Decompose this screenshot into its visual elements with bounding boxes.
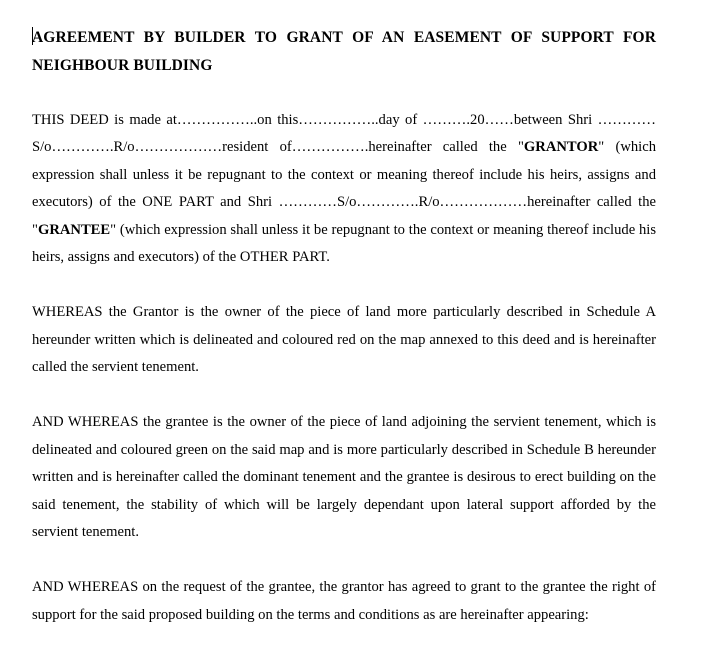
whereas-paragraph-1: WHEREAS the Grantor is the owner of the piece of land more particularly described in Schedule A hereunder written which is delineated and coloured red on the map annexed to this deed and is hereinafter called the servient tenement. [32, 304, 656, 375]
parties-text-2: " (which expression shall unless it be repugnant to the context or meaning thereof include his heirs, assigns and executors) of the ONE PART and Shri …………S/o………….R/o………………hereinafter called the " [32, 139, 656, 238]
document-title: AGREEMENT BY BUILDER TO GRANT OF AN EASEMENT OF SUPPORT FOR NEIGHBOUR BUILDING [32, 29, 656, 74]
document-page [32, 24, 656, 629]
whereas-paragraph-2: AND WHEREAS the grantee is the owner of the piece of land adjoining the servient tenement, which is delineated and coloured green on the said map and is more particularly described in Schedule B hereunder written and is hereinafter called the dominant tenement and the grantee is desirous to erect building on the said tenement, the stability of which will be largely dependant upon lateral support afforded by the servient tenement. [32, 414, 656, 540]
parties-text-1: THIS DEED is made at……………..on this……………..day of ……….20……between Shri …………S/o………….R/o………………resident of…………….hereinafter called the " [32, 111, 656, 155]
parties-paragraph [32, 107, 656, 272]
spacer [32, 547, 656, 575]
grantor-term: GRANTOR [523, 139, 599, 155]
whereas-paragraph-3: AND WHEREAS on the request of the grantee, the grantor has agreed to grant to the grantee the right of support for the said proposed building on the terms and conditions as are hereinafter appearing: [32, 579, 656, 623]
parties-text-3: " (which expression shall unless it be repugnant to the context or meaning thereof include his heirs, assigns and executors) of the OTHER PART. [32, 221, 656, 265]
grantee-term: GRANTEE [37, 221, 111, 238]
spacer [32, 272, 656, 300]
spacer [32, 382, 656, 410]
spacer [32, 79, 656, 107]
